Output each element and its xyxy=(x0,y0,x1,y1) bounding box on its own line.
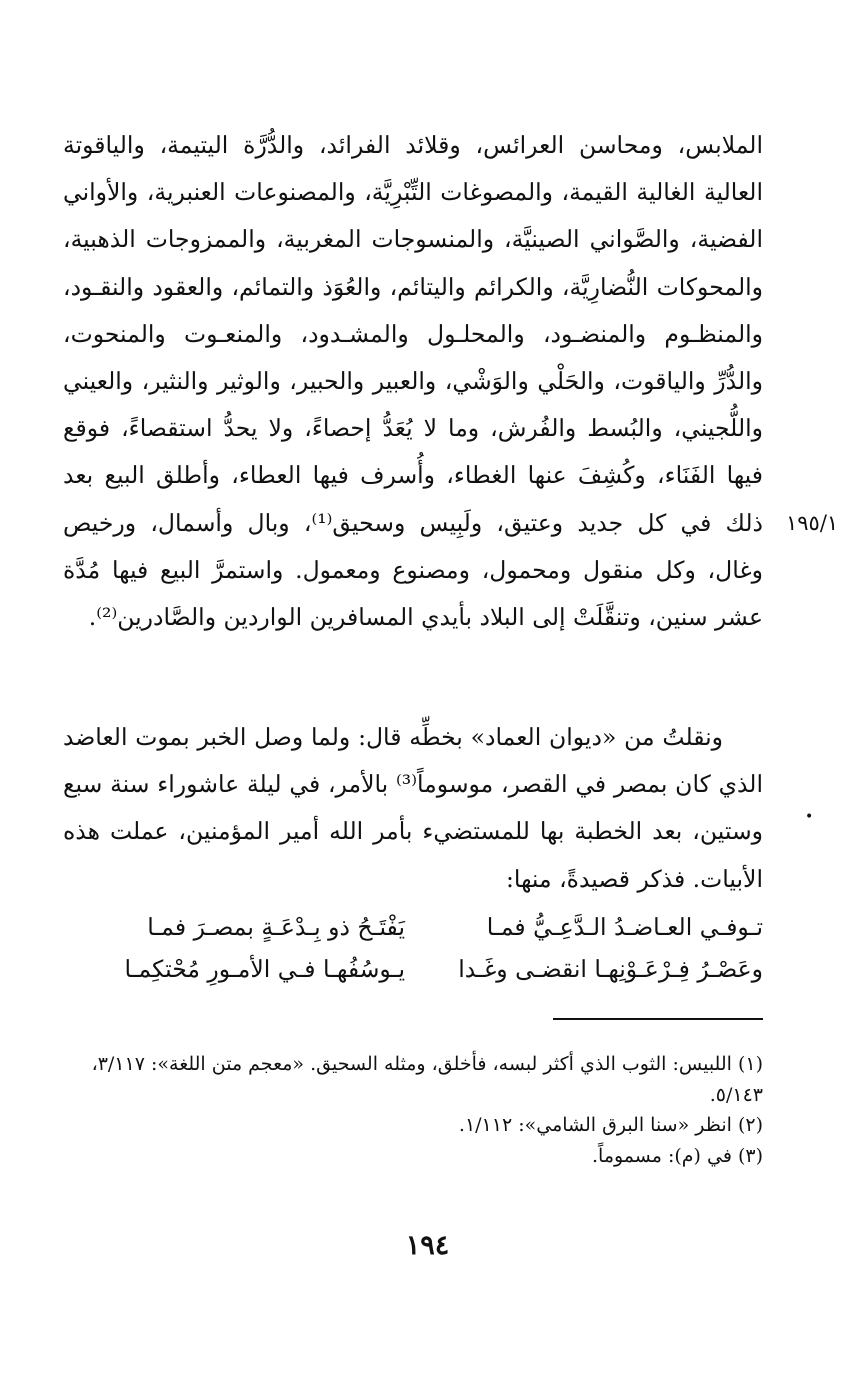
side-mark: • xyxy=(805,809,814,825)
poem-line2-second-hemistich: يـوسُفُهـا فـي الأمـورِ مُحْتكِمـا xyxy=(124,955,405,983)
poem-line1-first-hemistich: تـوفـي العـاضـدُ الـدَّعِـيُّ فمـا xyxy=(486,913,763,941)
poem-line1-second-hemistich: يَفْتَـحُ ذو بِـدْعَـةٍ بمصـرَ فمـا xyxy=(147,913,405,941)
poem-line2-first-hemistich: وعَصْـرُ فِـرْعَـوْنِهـا انقضـى وغَـدا xyxy=(458,955,763,983)
second-paragraph xyxy=(63,714,763,903)
margin-reference: ١٩٥/١ xyxy=(786,511,839,535)
footnotes xyxy=(63,1049,763,1171)
page-number: ١٩٤ xyxy=(405,1230,450,1261)
footnote-3: (٣) في (م): مسموماً. xyxy=(591,1144,763,1167)
second-paragraph-text: ونقلتُ من «ديوان العماد» بخطِّه قال: ولما وصل الخبر بموت العاضد الذي كان بمصر في القصر، موسوماً⁽³⁾ بالأمر، في ليلة عاشوراء سنة سبع وستين، بعد الخطبة بها للمستضيء بأمر الله أمير المؤمنين، عملت هذه الأبيات. فذكر قصيدةً، منها: xyxy=(63,723,763,893)
footnote-1: (١) اللبيس: الثوب الذي أكثر لبسه، فأخلق، ومثله السحيق. «معجم متن اللغة»: ٣/١١٧، ٥/١٤٣. xyxy=(91,1053,763,1106)
main-paragraph-text: الملابس، ومحاسن العرائس، وقلائد الفرائد، والدُّرَّة اليتيمة، والياقوتة العالية الغالية القيمة، والمصوغات التِّبْرِيَّة، والمصنوعات العنبرية، والأواني الفضية، والصَّواني الصينيَّة، والمنسوجات المغربية، والممزوجات الذهبية، والمحوكات النُّضارِيَّة، والكرائم واليتائم، والعُوَذ والتمائم، والعقود والنقـود، والمنظـوم والمنضـود، والمحلـول والمشـدود، والمنعـوت والمنحوت، والدُّرِّ والياقوت، والحَلْي والوَشْي، والعبير والحبير، والوثير والنثير، والعيني واللُّجيني، والبُسط والفُرش، وما لا يُعَدُّ إحصاءً، ولا يحدُّ استقصاءً، فوقع فيها الفَنَاء، وكُشِفَ عنها الغطاء، وأُسرف فيها العطاء، وأطلق البيع بعد ذلك في كل جديد وعتيق، ولَبِيس وسحيق⁽¹⁾، وبال وأسمال، ورخيص وغال، وكل منقول ومحمول، ومصنوع ومعمول. واستمرَّ البيع فيها مُدَّة عشر سنين، وتنقَّلَتْ إلى البلاد بأيدي المسافرين الواردين والصَّادرين⁽²⁾. xyxy=(63,131,763,632)
footnote-divider xyxy=(553,1018,763,1020)
footnote-2: (٢) انظر «سنا البرق الشامي»: ١/١١٢. xyxy=(458,1114,763,1136)
main-paragraph xyxy=(63,122,763,641)
